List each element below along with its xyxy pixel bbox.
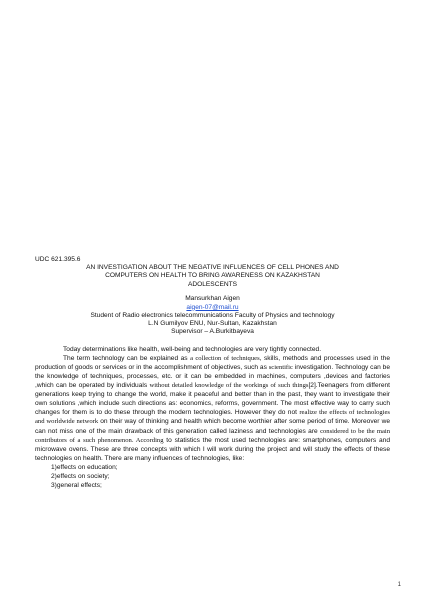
paper-title-line-1: AN INVESTIGATION ABOUT THE NEGATIVE INFLUENCES OF CELL PHONES AND <box>86 264 339 271</box>
effects-list <box>35 463 390 490</box>
serif-segment: scientific <box>268 363 293 371</box>
text-segment: , skills, methods and processes used in the production of goods or services or in the accomplishment of objectives, such as <box>35 354 390 371</box>
body-text <box>35 345 390 491</box>
author-email-link[interactable]: aigen-07@mail.ru <box>186 303 239 311</box>
supervisor: Supervisor – A.Burkitbayeva <box>171 328 254 336</box>
list-item: 3)general effects; <box>51 482 102 490</box>
text-segment: investigation. Technology can be the knowledge of techniques, processes, etc. or it can be embedded in machines, computers ,devices and factories ,which can be operated by individuals <box>35 363 390 390</box>
text-segment: [2].Teenagers from different generations keep trying to change the world, make it peaceful and better than in the past, they want to investigate their own solutions ,which include such directions as: economics, reforms, government. The most effective way to carry such changes for them is to do these through the modern technologies. However they do not <box>35 382 390 417</box>
author-name: Mansurkhan Aigen <box>185 295 240 303</box>
author-block <box>35 295 390 336</box>
paper-title <box>35 264 390 289</box>
text-segment: to statistics the most used technologies are: smartphones, computers and microwave ovens. These are three concepts with which I will work during the project and will study the effects of these technologies on health. There are many influences of technologies, like: <box>35 436 390 462</box>
author-affiliation-1: Student of Radio electronics telecommunications Faculty of Physics and technology <box>90 311 335 319</box>
text-segment: The term technology can be explained as <box>63 354 191 362</box>
serif-segment: realize the effects of technologies and worldwide network <box>35 409 390 426</box>
paper-title-line-2: COMPUTERS ON HEALTH TO BRING AWARENESS ON KAZAKHSTAN <box>105 272 320 280</box>
body-paragraph-1: Today determinations like health, well-being and technologies are very tightly connected. <box>63 345 322 353</box>
paper-title-line-3: ADOLESCENTS <box>187 280 238 288</box>
serif-segment: without detailed knowledge of the workings of such things <box>149 382 309 390</box>
text-segment: on their way of thinking and health which become worthier after some period of time. Moreover we can not miss one of the main drawback of this generation called laziness and technologies are <box>35 418 390 435</box>
body-paragraph-2 <box>35 354 390 463</box>
document-content <box>35 256 390 490</box>
serif-segment: a collection of techniques <box>190 354 260 362</box>
list-item: 1)effects on education; <box>51 463 118 471</box>
list-item: 2)effects on society; <box>51 473 110 481</box>
page-number: 1 <box>397 582 401 588</box>
author-affiliation-2: L.N Gumilyov ENU, Nur-Sultan, Kazakhstan <box>148 320 277 328</box>
serif-segment: considered to be the main contributors of a such phenomenon. According <box>35 427 391 444</box>
udc-code: UDC 621.395.6 <box>35 256 81 263</box>
